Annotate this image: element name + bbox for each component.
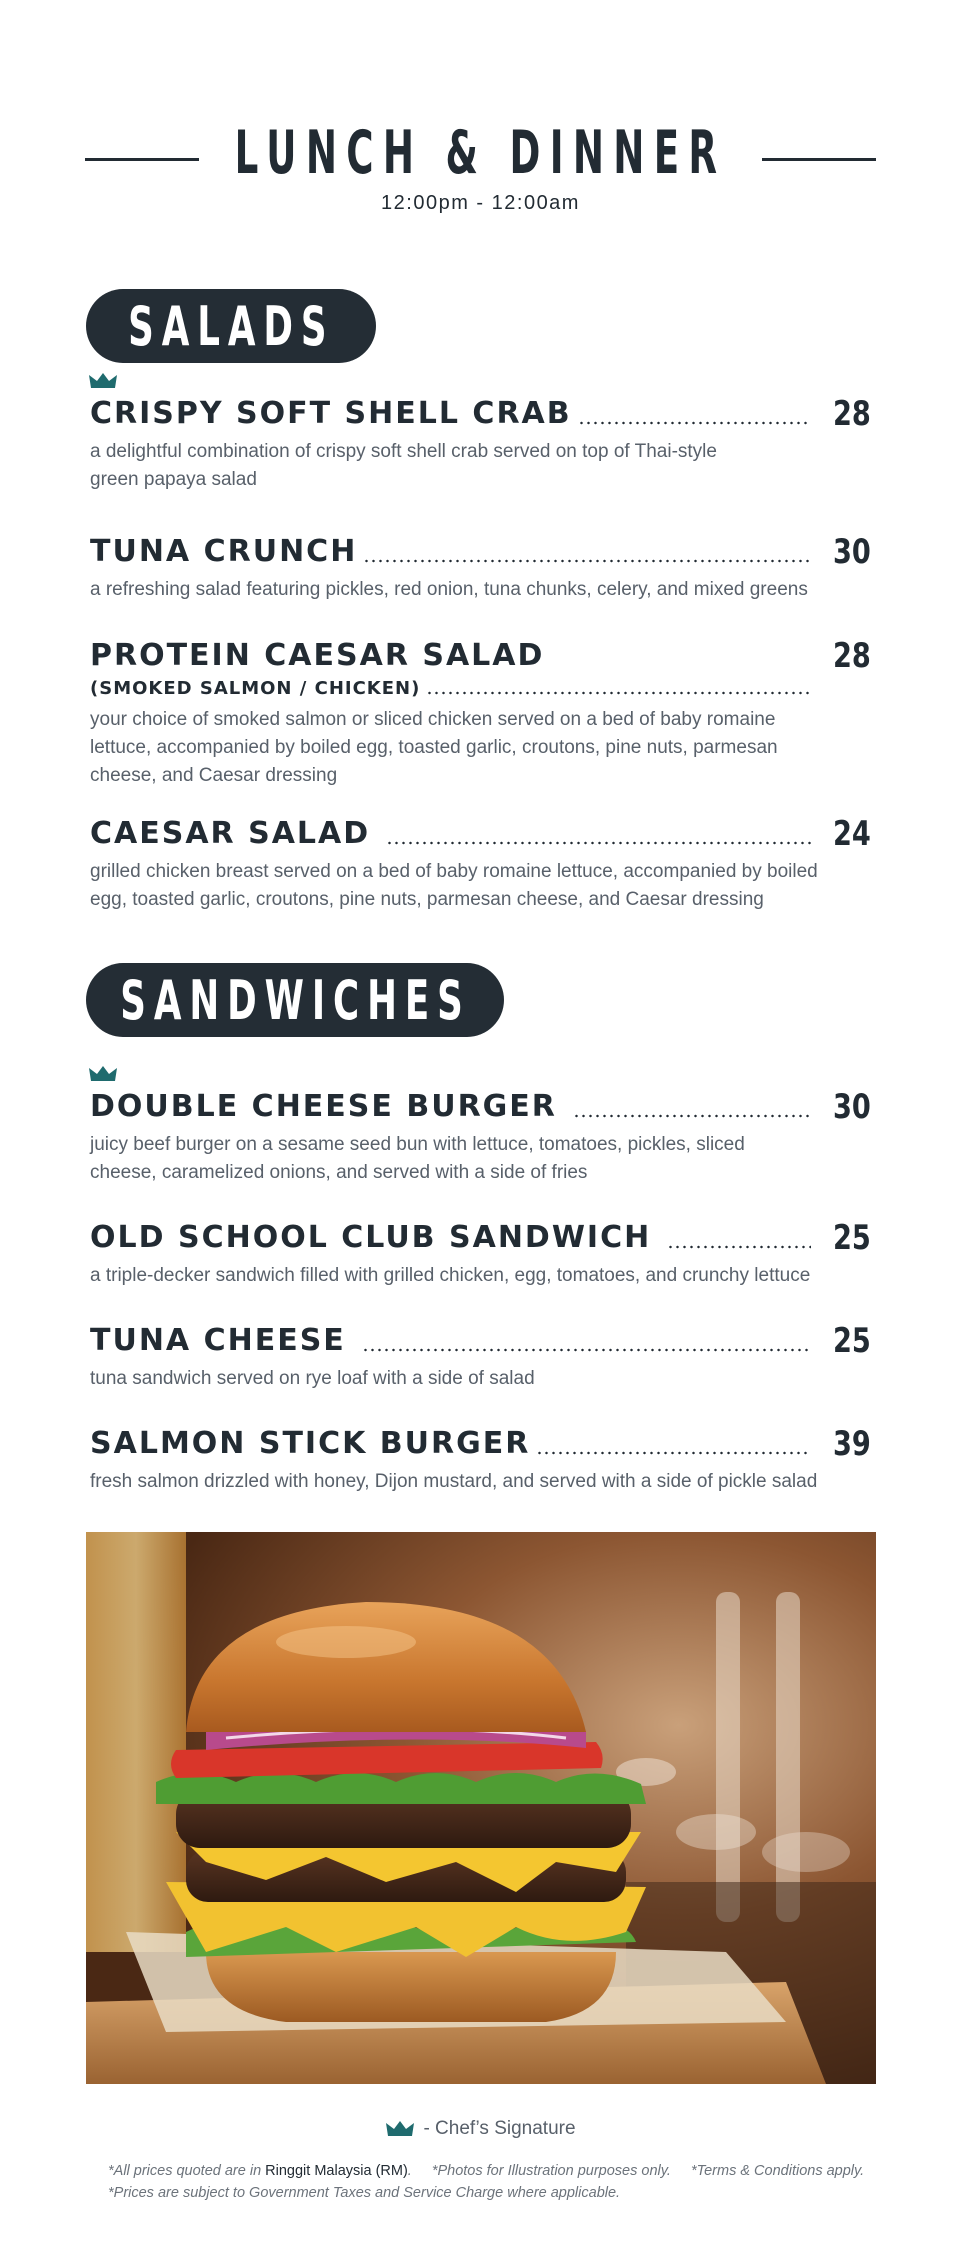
item-description: a delightful combination of crispy soft shell crab served on top of Thai-style green papaya salad bbox=[90, 441, 717, 490]
item-description: grilled chicken breast served on a bed of baby romaine lettuce, accompanied by boiled egg, toasted garlic, croutons, pine nuts, parmesan cheese, and Caesar dressing bbox=[90, 861, 818, 910]
crown-icon bbox=[385, 2120, 415, 2138]
legend-text: - Chef’s Signature bbox=[423, 2118, 576, 2139]
menu-item-crispy-soft-shell-crab bbox=[90, 392, 871, 494]
menu-item-double-cheese-burger bbox=[90, 1085, 871, 1187]
menu-item-old-school-club-sandwich bbox=[90, 1216, 871, 1290]
item-price: 30 bbox=[833, 532, 871, 572]
item-name: OLD SCHOOL CLUB SANDWICH bbox=[90, 1220, 652, 1255]
footnote-line-1 bbox=[108, 2163, 888, 2179]
section-title: SALADS bbox=[127, 294, 335, 358]
item-name: TUNA CRUNCH bbox=[90, 534, 358, 569]
chef-signature-legend bbox=[0, 2118, 961, 2140]
item-subname: (SMOKED SALMON / CHICKEN) bbox=[90, 678, 421, 699]
item-description: fresh salmon drizzled with honey, Dijon mustard, and served with a side of pickle salad bbox=[90, 1471, 818, 1492]
crown-icon bbox=[88, 1065, 118, 1083]
menu-title: LUNCH & DINNER bbox=[234, 118, 727, 188]
item-price: 24 bbox=[833, 814, 871, 854]
item-price: 25 bbox=[833, 1321, 871, 1361]
dot-leader bbox=[426, 691, 811, 695]
dot-leader bbox=[362, 1348, 811, 1352]
item-name: TUNA CHEESE bbox=[90, 1323, 346, 1358]
item-price: 28 bbox=[833, 394, 871, 434]
item-description: a triple-decker sandwich filled with grilled chicken, egg, tomatoes, and crunchy lettuce bbox=[90, 1265, 811, 1286]
item-name: DOUBLE CHEESE BURGER bbox=[90, 1089, 557, 1124]
item-description: your choice of smoked salmon or sliced chicken served on a bed of baby romaine lettuce, accompanied by boiled egg, toasted garlic, croutons, pine nuts, parmesan cheese, and Caesar dressing bbox=[90, 709, 778, 786]
menu-item-tuna-cheese bbox=[90, 1319, 871, 1393]
footnote-taxes: *Prices are subject to Government Taxes and Service Charge where applicable. bbox=[108, 2185, 621, 2201]
item-description: tuna sandwich served on rye loaf with a side of salad bbox=[90, 1368, 535, 1389]
menu-item-salmon-stick-burger bbox=[90, 1422, 871, 1496]
footnote-photos: *Photos for Illustration purposes only. bbox=[431, 2163, 671, 2179]
item-price: 39 bbox=[833, 1424, 871, 1464]
footnote-prices-suffix: . bbox=[407, 2163, 412, 2179]
crown-icon bbox=[88, 372, 118, 390]
footnote-terms: *Terms & Conditions apply. bbox=[690, 2163, 865, 2179]
burger-illustration bbox=[86, 1532, 876, 2084]
section-salads-label bbox=[86, 289, 376, 363]
item-name: SALMON STICK BURGER bbox=[90, 1426, 531, 1461]
dot-leader bbox=[667, 1245, 811, 1249]
menu-item-caesar-salad bbox=[90, 812, 871, 914]
item-name: CAESAR SALAD bbox=[90, 816, 371, 851]
footnote-currency: Ringgit Malaysia (RM) bbox=[265, 2163, 408, 2179]
dot-leader bbox=[536, 1451, 811, 1455]
burger-photo bbox=[86, 1532, 876, 2084]
footnote-prices-prefix: *All prices quoted are in bbox=[108, 2163, 266, 2179]
section-title: SANDWICHES bbox=[119, 968, 471, 1032]
opening-hours: 12:00pm - 12:00am bbox=[381, 192, 580, 214]
dot-leader bbox=[578, 421, 811, 425]
item-description: juicy beef burger on a sesame seed bun with lettuce, tomatoes, pickles, sliced cheese, caramelized onions, and served with a side of fries bbox=[90, 1134, 745, 1183]
item-description: a refreshing salad featuring pickles, red onion, tuna chunks, celery, and mixed greens bbox=[90, 579, 808, 600]
dot-leader bbox=[573, 1114, 811, 1118]
menu-header bbox=[0, 118, 961, 228]
item-price: 25 bbox=[833, 1218, 871, 1258]
item-name: PROTEIN CAESAR SALAD bbox=[90, 638, 545, 673]
header-rule-right bbox=[762, 158, 876, 161]
item-name: CRISPY SOFT SHELL CRAB bbox=[90, 396, 572, 431]
item-price: 28 bbox=[833, 636, 871, 676]
menu-item-protein-caesar-salad bbox=[90, 636, 871, 790]
section-sandwiches-label bbox=[86, 963, 504, 1037]
footnote-line-2 bbox=[108, 2185, 888, 2201]
menu-item-tuna-crunch bbox=[90, 530, 871, 604]
item-price: 30 bbox=[833, 1087, 871, 1127]
dot-leader bbox=[386, 841, 811, 845]
dot-leader bbox=[363, 559, 811, 563]
